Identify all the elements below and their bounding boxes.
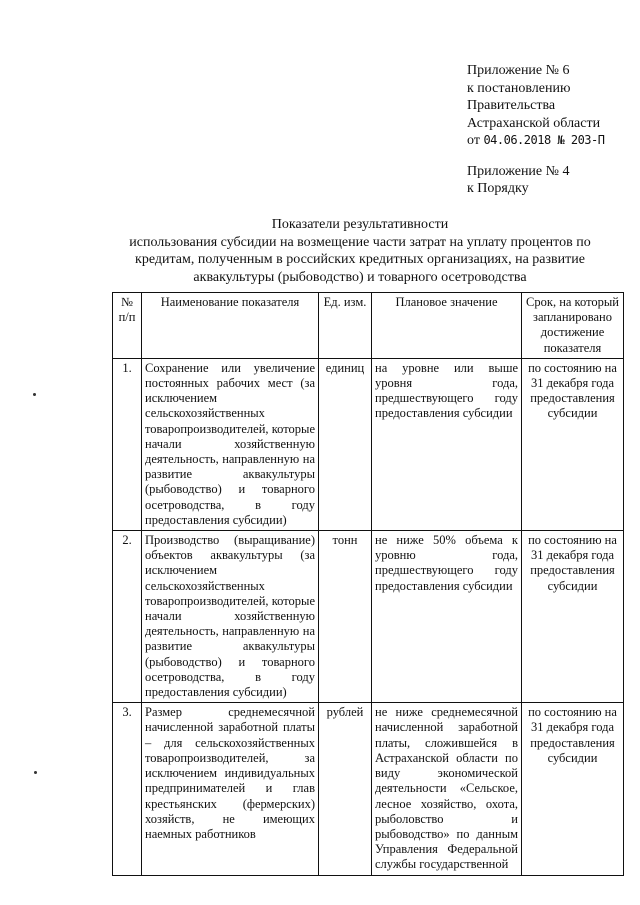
planned-value: не ниже 50% объема к уровню года, предшествующего году предоставления субсидии [372, 531, 522, 703]
table-header-row [113, 293, 624, 359]
appendix-line: Приложение № 6 [467, 63, 570, 78]
title-heading: Показатели результативности [271, 217, 449, 232]
header-term: Срок, на который запланировано достижение показателя [522, 293, 624, 359]
header-name: Наименование показателя [142, 293, 319, 359]
target-date: по состоянию на 31 декабря года предоставления субсидии [522, 531, 624, 703]
appendix-line: к постановлению [467, 80, 571, 96]
table-row [113, 703, 624, 875]
planned-value: не ниже среднемесячной начисленной заработной платы, сложившейся в Астраханской области по виду экономической деятельности «Сельское, лесное хозяйство, охота, рыболовство и рыбоводство» по данным Управления Федеральной службы государственной [372, 703, 522, 875]
row-number: 3. [113, 703, 142, 875]
header-unit: Ед. изм. [319, 293, 372, 359]
appendix-line: Приложение № 4 [467, 163, 570, 179]
appendix-header [467, 62, 635, 198]
unit-of-measure: рублей [319, 703, 372, 875]
planned-value: на уровне или выше уровня года, предшествующего году предоставления субсидии [372, 358, 522, 530]
header-num: № п/п [113, 293, 142, 359]
scan-speck [33, 393, 36, 396]
header-plan: Плановое значение [372, 293, 522, 359]
target-date: по состоянию на 31 декабря года предоставления субсидии [522, 358, 624, 530]
date-prefix: от [467, 133, 480, 148]
title-subheading: использования субсидии на возмещение части затрат на уплату процентов по кредитам, полученным в российских кредитных организациях, на развитие аквакультуры (рыбоводство) и товарного осетроводства [129, 234, 591, 285]
row-number: 1. [113, 358, 142, 530]
indicator-name: Размер среднемесячной начисленной заработной платы – для сельскохозяйственных товаропроизводителей, за исключением индивидуальных предпринимателей и глав крестьянских (фермерских) хозяйств, не имеющих наемных работников [142, 703, 319, 875]
indicators-table [112, 292, 624, 876]
document-title [100, 216, 620, 286]
appendix-line: Правительства [467, 98, 556, 113]
row-number: 2. [113, 531, 142, 703]
unit-of-measure: тонн [319, 531, 372, 703]
appendix-line: Астраханской области [467, 115, 601, 131]
unit-of-measure: единиц [319, 358, 372, 530]
decree-date-line [467, 132, 635, 150]
appendix-line: к Порядку [467, 181, 529, 196]
indicator-name: Сохранение или увеличение постоянных рабочих мест (за исключением сельскохозяйственных товаропроизводителей, которые начали хозяйственную деятельность, направленную на развитие аквакультуры (рыбоводство) и товарного осетроводства, в году предоставления субсидии) [142, 358, 319, 530]
indicator-name: Производство (выращивание) объектов аквакультуры (за исключением сельскохозяйственных товаропроизводителей, которые начали хозяйственную деятельность, направленную на развитие аквакультуры (рыбоводство) и товарного осетроводства, в году предоставления субсидии) [142, 531, 319, 703]
target-date: по состоянию на 31 декабря года предоставления субсидии [522, 703, 624, 875]
handwritten-date-number: 04.06.2018 № 203-П [483, 133, 605, 147]
table-row [113, 531, 624, 703]
table-row [113, 358, 624, 530]
scan-speck [34, 771, 37, 774]
